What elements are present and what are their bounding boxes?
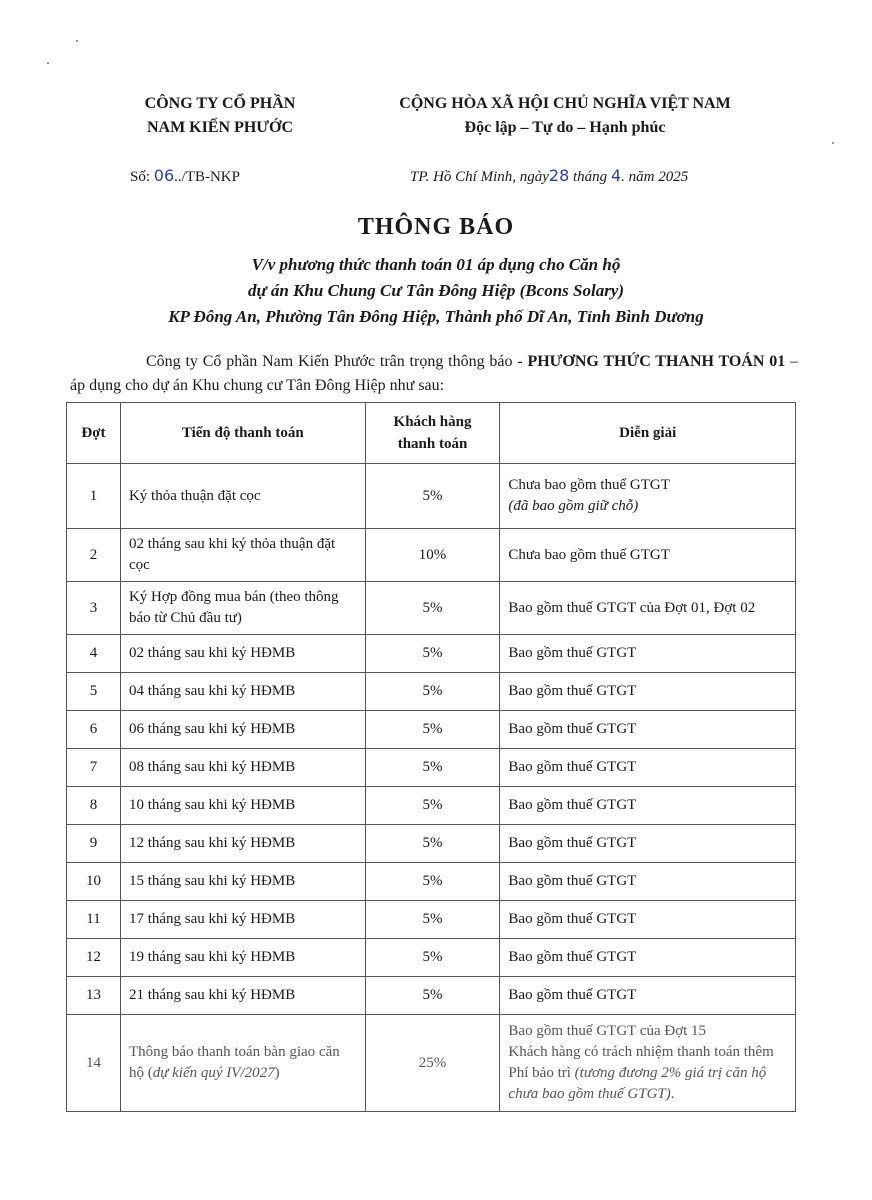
header-notes: Diễn giải xyxy=(500,403,796,464)
cell-note: Bao gồm thuế GTGT xyxy=(500,749,796,787)
cell-phase: 10 xyxy=(67,863,121,901)
cell-payment: 5% xyxy=(365,749,500,787)
subject-line-3: KP Đông An, Phường Tân Đông Hiệp, Thành phố Dĩ An, Tỉnh Bình Dương xyxy=(168,307,704,326)
company-line-2: NAM KIẾN PHƯỚC xyxy=(146,119,294,136)
table-row xyxy=(67,464,796,529)
cell-note: Bao gồm thuế GTGT xyxy=(500,939,796,977)
cell-phase: 8 xyxy=(67,787,121,825)
cell-payment: 5% xyxy=(365,711,500,749)
cell-progress: 02 tháng sau khi ký HĐMB xyxy=(120,635,365,673)
table-row xyxy=(67,863,796,901)
cell-note: Bao gồm thuế GTGT xyxy=(500,711,796,749)
table-row xyxy=(67,825,796,863)
cell-progress: 15 tháng sau khi ký HĐMB xyxy=(120,863,365,901)
cell-phase: 2 xyxy=(67,529,121,582)
payment-schedule-table xyxy=(66,402,796,1112)
dateline-place: TP. Hồ Chí Minh, ngày xyxy=(410,169,549,185)
cell-payment: 25% xyxy=(365,1015,500,1112)
table-row xyxy=(67,529,796,582)
cell-progress: Ký Hợp đồng mua bán (theo thông báo từ Chủ đầu tư) xyxy=(120,582,365,635)
table-row xyxy=(67,635,796,673)
cell-payment: 5% xyxy=(365,582,500,635)
number-suffix: ../TB-NKP xyxy=(174,169,240,185)
table-row xyxy=(67,939,796,977)
cell-note: Bao gồm thuế GTGT xyxy=(500,977,796,1015)
cell-note: Bao gồm thuế GTGT xyxy=(500,901,796,939)
note-italic-2: (tương đương 2% giá trị căn hộ chưa bao gồm thuế GTGT) xyxy=(508,1065,767,1102)
cell-progress: Ký thỏa thuận đặt cọc xyxy=(120,464,365,529)
cell-phase: 1 xyxy=(67,464,121,529)
scan-speck xyxy=(76,40,78,42)
cell-payment: 5% xyxy=(365,635,500,673)
cell-phase: 14 xyxy=(67,1015,121,1112)
cell-note: Bao gồm thuế GTGT xyxy=(500,787,796,825)
cell-payment: 5% xyxy=(365,464,500,529)
dateline-month-label: tháng xyxy=(569,169,611,185)
company-name xyxy=(100,92,340,140)
cell-progress: 06 tháng sau khi ký HĐMB xyxy=(120,711,365,749)
cell-progress: 04 tháng sau khi ký HĐMB xyxy=(120,673,365,711)
document-subject xyxy=(0,252,872,330)
table-row xyxy=(67,582,796,635)
table-row xyxy=(67,977,796,1015)
cell-progress xyxy=(120,1015,365,1112)
cell-phase: 9 xyxy=(67,825,121,863)
number-prefix: Số: xyxy=(130,169,154,185)
cell-payment: 5% xyxy=(365,673,500,711)
note-italic: (đã bao gồm giữ chỗ) xyxy=(508,498,639,514)
cell-phase: 5 xyxy=(67,673,121,711)
header-payment-line-2: thanh toán xyxy=(397,436,468,452)
subject-line-2: dự án Khu Chung Cư Tân Đông Hiệp (Bcons Solary) xyxy=(247,281,625,300)
table-row xyxy=(67,787,796,825)
cell-phase: 6 xyxy=(67,711,121,749)
cell-payment: 5% xyxy=(365,863,500,901)
note-text: Chưa bao gồm thuế GTGT xyxy=(508,477,670,493)
cell-payment: 5% xyxy=(365,825,500,863)
scan-speck xyxy=(832,142,834,144)
intro-text: Công ty Cổ phần Nam Kiến Phước trân trọng thông báo - xyxy=(146,353,528,370)
cell-payment: 5% xyxy=(365,901,500,939)
dateline-month: 4 xyxy=(610,166,622,185)
intro-paragraph xyxy=(70,350,798,398)
cell-note: Bao gồm thuế GTGT của Đợt 01, Đợt 02 xyxy=(500,582,796,635)
cell-progress: 12 tháng sau khi ký HĐMB xyxy=(120,825,365,863)
intro-method: PHƯƠNG THỨC THANH TOÁN 01 xyxy=(527,353,786,370)
cell-progress: 19 tháng sau khi ký HĐMB xyxy=(120,939,365,977)
document-number xyxy=(130,166,240,186)
table-row xyxy=(67,901,796,939)
table-row xyxy=(67,1015,796,1112)
cell-note xyxy=(500,464,796,529)
cell-note: Bao gồm thuế GTGT xyxy=(500,863,796,901)
progress-end: ) xyxy=(274,1065,280,1081)
cell-phase: 12 xyxy=(67,939,121,977)
intro-text-end: – áp dụng cho dự án Khu chung cư Tân Đông Hiệp như sau: xyxy=(70,353,799,394)
cell-payment: 5% xyxy=(365,977,500,1015)
cell-phase: 3 xyxy=(67,582,121,635)
table-header-row xyxy=(67,403,796,464)
cell-progress: 02 tháng sau khi ký thỏa thuận đặt cọc xyxy=(120,529,365,582)
cell-payment: 5% xyxy=(365,939,500,977)
cell-payment: 5% xyxy=(365,787,500,825)
cell-payment: 10% xyxy=(365,529,500,582)
number-handwritten: 06 xyxy=(153,166,175,185)
cell-progress: 10 tháng sau khi ký HĐMB xyxy=(120,787,365,825)
cell-note: Chưa bao gồm thuế GTGT xyxy=(500,529,796,582)
header-phase: Đợt xyxy=(67,403,121,464)
republic-line-1: CỘNG HÒA XÃ HỘI CHỦ NGHĨA VIỆT NAM xyxy=(399,95,731,112)
document-title: THÔNG BÁO xyxy=(357,214,515,240)
header-payment xyxy=(365,403,500,464)
cell-progress: 21 tháng sau khi ký HĐMB xyxy=(120,977,365,1015)
progress-text: Thông báo thanh toán bàn giao căn hộ ( xyxy=(128,1044,340,1081)
cell-note xyxy=(500,1015,796,1112)
dateline-year: . năm 2025 xyxy=(621,169,689,185)
dateline xyxy=(410,166,688,186)
table-row xyxy=(67,749,796,787)
motto-line: Độc lập – Tự do – Hạnh phúc xyxy=(464,119,666,136)
cell-phase: 13 xyxy=(67,977,121,1015)
company-line-1: CÔNG TY CỔ PHẦN xyxy=(144,95,296,112)
progress-italic: dự kiến quý IV/2027 xyxy=(152,1065,275,1081)
note-end-2: . xyxy=(670,1086,675,1102)
cell-note: Bao gồm thuế GTGT xyxy=(500,825,796,863)
table-row xyxy=(67,711,796,749)
note-line-1: Bao gồm thuế GTGT của Đợt 15 xyxy=(508,1023,707,1039)
note-text-2: Khách hàng có trách nhiệm thanh toán thêm Phí bảo trì xyxy=(508,1044,774,1081)
scan-speck xyxy=(47,62,49,64)
cell-progress: 17 tháng sau khi ký HĐMB xyxy=(120,901,365,939)
cell-progress: 08 tháng sau khi ký HĐMB xyxy=(120,749,365,787)
national-heading xyxy=(360,92,770,140)
cell-note: Bao gồm thuế GTGT xyxy=(500,673,796,711)
subject-line-1: V/v phương thức thanh toán 01 áp dụng cho Căn hộ xyxy=(251,255,621,274)
table-row xyxy=(67,673,796,711)
header-payment-line-1: Khách hàng xyxy=(393,414,472,430)
dateline-day: 28 xyxy=(548,166,570,185)
cell-phase: 4 xyxy=(67,635,121,673)
cell-note: Bao gồm thuế GTGT xyxy=(500,635,796,673)
cell-phase: 7 xyxy=(67,749,121,787)
header-progress: Tiến độ thanh toán xyxy=(120,403,365,464)
cell-phase: 11 xyxy=(67,901,121,939)
